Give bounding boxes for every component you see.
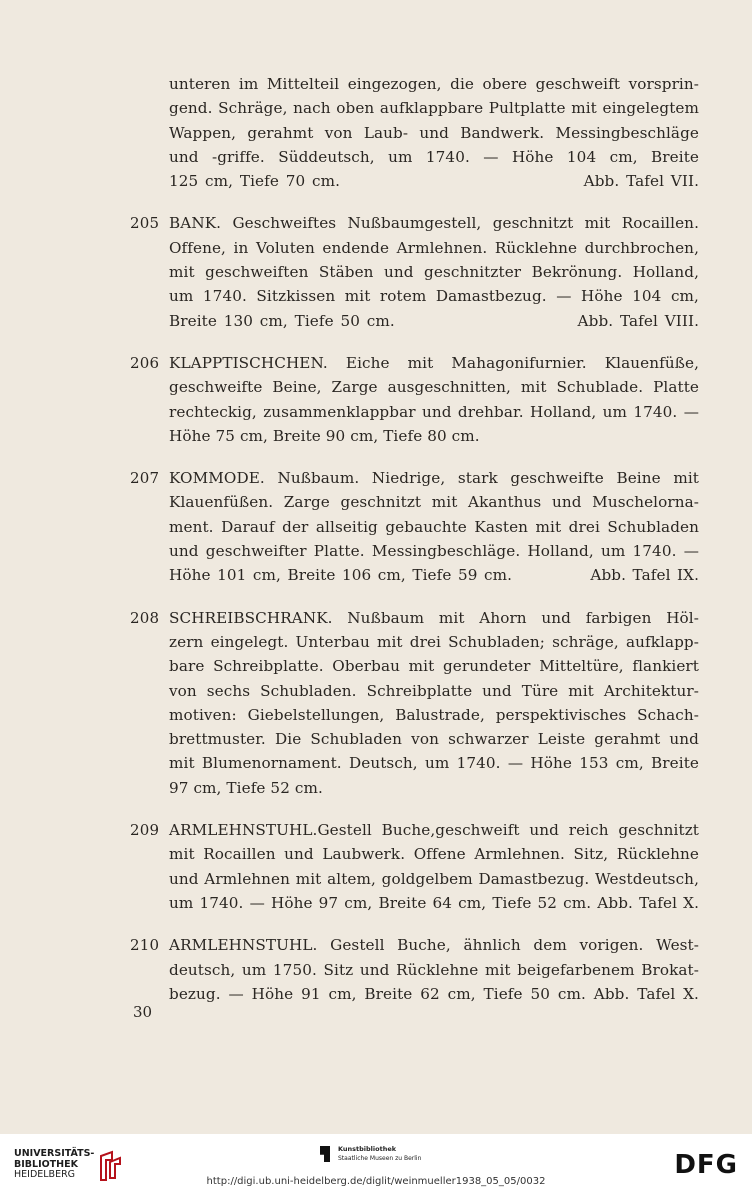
text-line: und Armlehnen mit altem, goldgelbem Damastbezug. Westdeutsch, [169,869,699,888]
text-line: und geschweifter Platte. Messingbeschläge. Holland, um 1740. — [169,542,699,561]
ub-line-3: HEIDELBERG [14,1169,76,1181]
kunstbibliothek-mark-icon [320,1146,330,1162]
entry-210 [130,933,699,1006]
text-line: ARMLEHNSTUHL.Gestell Buche,geschweift und reich geschnitzt [169,821,699,840]
entry-205 [130,211,699,332]
text-line: mit Blumenornament. Deutsch, um 1740. — Höhe 153 cm, Breite [169,754,699,773]
permalink-url[interactable]: http://digi.ub.uni-heidelberg.de/diglit/weinmueller1938_05_05/0032 [206,1176,546,1187]
text-line: und -griffe. Süddeutsch, um 1740. — Höhe 104 cm, Breite [169,147,699,166]
text-line: zern eingelegt. Unterbau mit drei Schubladen; schräge, aufklapp- [169,632,699,651]
entry-number: 209 [130,821,160,840]
entry-206 [130,351,699,448]
dfg-logo[interactable]: DFG [674,1150,738,1180]
text-line: ARMLEHNSTUHL. Gestell Buche, ähnlich dem vorigen. West- [169,936,699,955]
text-line: Klauenfüßen. Zarge geschnitzt mit Akanthus und Muschelorna- [169,493,699,512]
entry-text [169,933,699,1006]
ub-line-2: BIBLIOTHEK [14,1158,78,1170]
entry-continuation [133,72,699,193]
text-line: geschweifte Beine, Zarge ausgeschnitten, mit Schublade. Platte [169,378,699,397]
text-line: um 1740. — Höhe 97 cm, Breite 64 cm, Tiefe 52 cm. Abb. Tafel X. [169,893,699,912]
entry-text [169,351,699,448]
text-line: 125 cm, Tiefe 70 cm. Abb. Tafel VII. [169,172,699,191]
entry-text [169,818,699,915]
entry-text [169,606,699,800]
text-line: KOMMODE. Nußbaum. Niedrige, stark geschweifte Beine mit [169,469,699,488]
text-line: deutsch, um 1750. Sitz und Rücklehne mit beigefarbenem Brokat- [169,960,699,979]
text-line: ment. Darauf der allseitig gebauchte Kasten mit drei Schubladen [169,517,699,536]
text-line: KLAPPTISCHCHEN. Eiche mit Mahagonifurnier. Klauenfüße, [169,353,699,372]
viewer-footer [0,1134,752,1190]
entry-text [169,72,699,193]
entry-number: 210 [130,936,160,955]
entry-207 [130,466,699,587]
kb-line-2: Staatliche Museen zu Berlin [338,1155,422,1162]
kunstbibliothek-logo[interactable] [320,1144,421,1164]
entry-text [169,466,699,587]
page-number: 30 [133,1003,153,1021]
entry-number: 207 [130,469,160,488]
text-line: Höhe 75 cm, Breite 90 cm, Tiefe 80 cm. [169,426,480,445]
text-line: von sechs Schubladen. Schreibplatte und Türe mit Architektur- [169,681,699,700]
page-body [130,72,699,1024]
entry-number: 206 [130,353,160,372]
text-line: gend. Schräge, nach oben aufklappbare Pultplatte mit eingelegtem [169,99,699,118]
text-line: Breite 130 cm, Tiefe 50 cm. Abb. Tafel VIII. [169,311,699,330]
text-line: mit geschweiften Stäben und geschnitzter Bekrönung. Holland, [169,263,699,282]
entry-number: 208 [130,608,160,627]
text-line: Höhe 101 cm, Breite 106 cm, Tiefe 59 cm. Abb. Tafel IX. [169,566,699,585]
text-line: Wappen, gerahmt von Laub- und Bandwerk. Messingbeschläge [169,123,699,142]
text-line: bare Schreibplatte. Oberbau mit gerundeter Mitteltüre, flankiert [169,657,699,676]
text-line: unteren im Mittelteil eingezogen, die obere geschweift vorsprin- [169,75,699,93]
text-line: rechteckig, zusammenklappbar und drehbar. Holland, um 1740. — [169,402,699,421]
text-line: Offene, in Voluten endende Armlehnen. Rücklehne durchbrochen, [169,238,699,257]
ub-line-1: UNIVERSITÄTS- [14,1148,95,1160]
text-line: bezug. — Höhe 91 cm, Breite 62 cm, Tiefe 50 cm. Abb. Tafel X. [169,984,699,1003]
kb-line-1: Kunstbibliothek [338,1145,397,1153]
text-line: motiven: Giebelstellungen, Balustrade, perspektivisches Schach- [169,705,699,724]
entry-208 [130,606,699,800]
entry-number: 205 [130,214,160,233]
entry-209 [130,818,699,915]
entry-text [169,211,699,332]
text-line: BANK. Geschweiftes Nußbaumgestell, geschnitzt mit Rocaillen. [169,214,699,233]
text-line: SCHREIBSCHRANK. Nußbaum mit Ahorn und farbigen Höl- [169,608,699,627]
text-line: 97 cm, Tiefe 52 cm. [169,778,323,797]
text-line: mit Rocaillen und Laubwerk. Offene Armlehnen. Sitz, Rücklehne [169,845,699,864]
text-line: brettmuster. Die Schubladen von schwarzer Leiste gerahmt und [169,730,699,749]
text-line: um 1740. Sitzkissen mit rotem Damastbezug. — Höhe 104 cm, [169,287,699,306]
